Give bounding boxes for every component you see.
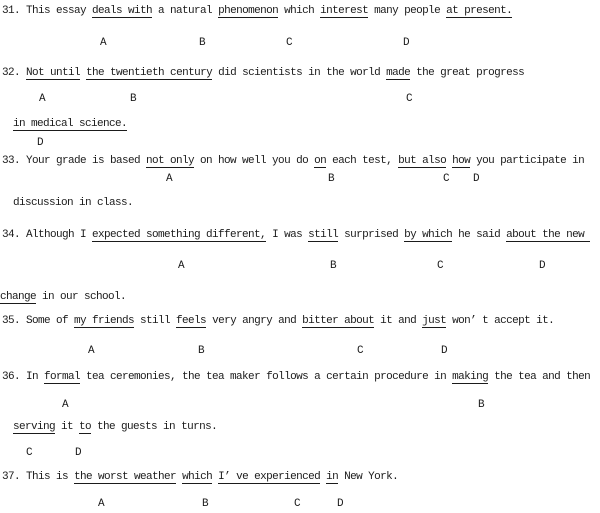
underlined-phrase: just [422, 315, 447, 327]
text-segment: on how well you do [194, 155, 315, 167]
option-label-row [0, 172, 600, 196]
option-label: C [286, 37, 293, 49]
text-segment: it [55, 421, 80, 433]
text-segment: discussion in class. [13, 197, 134, 209]
option-label: C [443, 173, 450, 185]
text-segment: still [134, 315, 177, 327]
sentence-line [0, 470, 600, 497]
underlined-phrase: in [326, 471, 339, 483]
option-label: B [198, 345, 205, 357]
option-label: C [357, 345, 364, 357]
underlined-phrase: on [314, 155, 327, 167]
underlined-phrase: about the new [506, 229, 591, 241]
option-label: A [100, 37, 107, 49]
option-label: A [39, 93, 46, 105]
text-segment: I was [266, 229, 309, 241]
underlined-phrase: making [452, 371, 489, 383]
text-segment: very angry and [206, 315, 303, 327]
text-segment: each test, [326, 155, 399, 167]
option-label: D [75, 447, 82, 459]
underlined-phrase: which [182, 471, 213, 483]
text-segment: a natural [152, 5, 219, 17]
option-label-row [0, 497, 600, 513]
text-segment: 35. Some of [2, 315, 75, 327]
option-label: B [199, 37, 206, 49]
underlined-phrase: I’ ve experienced [218, 471, 321, 483]
underlined-phrase: deals with [92, 5, 153, 17]
sentence-line [0, 117, 600, 136]
option-label-row [0, 136, 600, 154]
underlined-phrase: my friends [74, 315, 135, 327]
text-segment: 34. Although I [2, 229, 93, 241]
sentence-line [0, 4, 600, 36]
option-label: B [202, 498, 209, 510]
text-segment: which [278, 5, 321, 17]
underlined-phrase: change [0, 291, 37, 303]
text-segment: the tea and then [488, 371, 591, 383]
sentence-line [0, 290, 600, 314]
option-label: D [441, 345, 448, 357]
sentence-line [0, 66, 600, 92]
underlined-phrase: feels [176, 315, 207, 327]
text-segment: 31. This essay [2, 5, 93, 17]
option-label: D [337, 498, 344, 510]
option-label: A [178, 260, 185, 272]
sentence-line [0, 420, 600, 446]
option-label: A [98, 498, 105, 510]
sentence-line [0, 314, 600, 344]
option-label: D [403, 37, 410, 49]
underlined-phrase: by which [404, 229, 453, 241]
text-segment: 36. In [2, 371, 45, 383]
text-segment: 33. Your grade is based [2, 155, 147, 167]
underlined-phrase: to [79, 421, 92, 433]
text-segment: 32. [2, 67, 27, 79]
option-label: D [473, 173, 480, 185]
underlined-phrase: made [386, 67, 411, 79]
underlined-phrase: Not until [26, 67, 81, 79]
option-label: B [330, 260, 337, 272]
option-label: A [166, 173, 173, 185]
sentence-line [0, 196, 600, 228]
underlined-phrase: phenomenon [218, 5, 279, 17]
option-label-row [0, 446, 600, 470]
option-label-row [0, 92, 600, 117]
option-label: D [539, 260, 546, 272]
option-label: A [88, 345, 95, 357]
text-segment: he said [452, 229, 507, 241]
text-segment: surprised [338, 229, 405, 241]
underlined-phrase: expected something different, [92, 229, 267, 241]
text-segment: did scientists in the world [212, 67, 387, 79]
option-label: B [478, 399, 485, 411]
option-label: A [62, 399, 69, 411]
option-label: C [26, 447, 33, 459]
underlined-phrase: but also [398, 155, 447, 167]
option-label: C [437, 260, 444, 272]
text-segment: New York. [338, 471, 399, 483]
underlined-phrase: in medical science. [13, 118, 128, 130]
text-segment: in our school. [36, 291, 127, 303]
option-label: C [406, 93, 413, 105]
underlined-phrase: the worst weather [74, 471, 177, 483]
underlined-phrase: the twentieth century [86, 67, 213, 79]
option-label: D [37, 137, 44, 149]
option-label-row [0, 344, 600, 370]
option-label: B [328, 173, 335, 185]
underlined-phrase: still [308, 229, 339, 241]
underlined-phrase: not only [146, 155, 195, 167]
option-label: C [294, 498, 301, 510]
text-segment: the guests in turns. [91, 421, 218, 433]
text-segment: you participate in [470, 155, 585, 167]
text-segment: the great progress [410, 67, 525, 79]
sentence-line [0, 154, 600, 172]
option-label-row [0, 398, 600, 420]
text-segment: many people [368, 5, 447, 17]
underlined-phrase: formal [44, 371, 81, 383]
text-segment: tea ceremonies, the tea maker follows a certain procedure in [80, 371, 453, 383]
underlined-phrase: interest [320, 5, 369, 17]
underlined-phrase: at present. [446, 5, 513, 17]
option-label-row [0, 259, 600, 290]
text-segment: won’ t accept it. [446, 315, 555, 327]
text-segment: 37. This is [2, 471, 75, 483]
sentence-line [0, 228, 600, 259]
sentence-line [0, 370, 600, 398]
text-segment: it and [374, 315, 423, 327]
option-label: B [130, 93, 137, 105]
underlined-phrase: how [452, 155, 471, 167]
option-label-row [0, 36, 600, 66]
underlined-phrase: bitter about [302, 315, 375, 327]
underlined-phrase: serving [13, 421, 56, 433]
